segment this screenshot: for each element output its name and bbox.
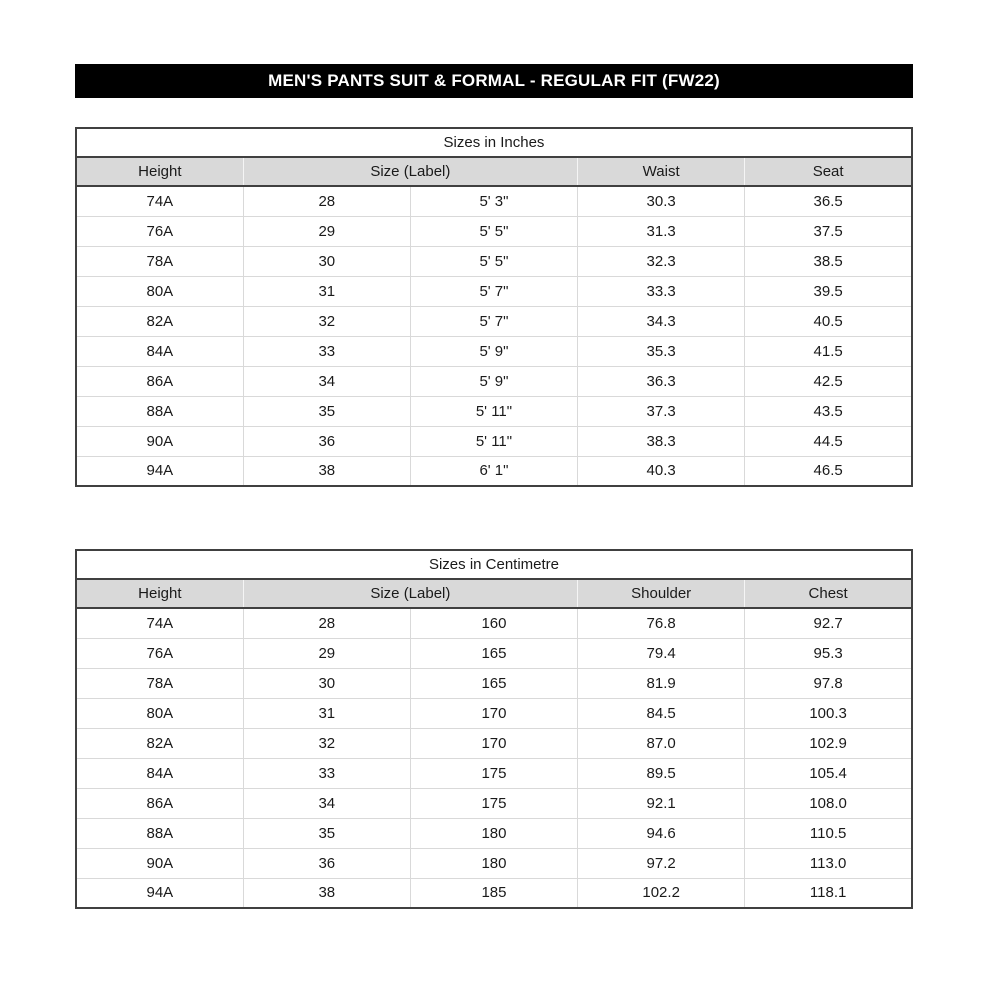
table-cell: 100.3 (745, 698, 912, 728)
table-row (76, 396, 912, 426)
table-cell: 185 (410, 878, 577, 908)
table-cell: 28 (243, 186, 410, 216)
table-cell: 31 (243, 276, 410, 306)
column-header: Waist (578, 157, 745, 186)
table-cell: 97.8 (745, 668, 912, 698)
table-cell: 170 (410, 728, 577, 758)
table-cell: 84A (76, 758, 243, 788)
chart-title-banner (75, 64, 913, 98)
table-cell: 180 (410, 818, 577, 848)
table-row (76, 246, 912, 276)
table-row (76, 638, 912, 668)
table-cell: 36 (243, 426, 410, 456)
table-cell: 30 (243, 246, 410, 276)
table-cell: 38 (243, 456, 410, 486)
column-header: Shoulder (578, 579, 745, 608)
table-cell: 36.3 (578, 366, 745, 396)
table-cell: 42.5 (745, 366, 912, 396)
table-cell: 6' 1" (410, 456, 577, 486)
table-cell: 44.5 (745, 426, 912, 456)
table-cell: 89.5 (578, 758, 745, 788)
table-cell: 5' 3" (410, 186, 577, 216)
table-cell: 81.9 (578, 668, 745, 698)
table-cell: 105.4 (745, 758, 912, 788)
table-cell: 36 (243, 848, 410, 878)
table-row (76, 878, 912, 908)
table-cell: 40.5 (745, 306, 912, 336)
table-cell: 32 (243, 728, 410, 758)
column-header: Height (76, 157, 243, 186)
table-cell: 29 (243, 216, 410, 246)
table-row (76, 276, 912, 306)
table-row (76, 698, 912, 728)
table-cell: 37.5 (745, 216, 912, 246)
table-cell: 113.0 (745, 848, 912, 878)
table-cell: 84.5 (578, 698, 745, 728)
table-cell: 94A (76, 878, 243, 908)
table-cell: 32.3 (578, 246, 745, 276)
table-cell: 5' 11" (410, 396, 577, 426)
table-cell: 34 (243, 366, 410, 396)
table-cell: 74A (76, 186, 243, 216)
table-cell: 34 (243, 788, 410, 818)
table-row (76, 818, 912, 848)
table-cell: 88A (76, 396, 243, 426)
table-cell: 5' 5" (410, 216, 577, 246)
table-cell: 39.5 (745, 276, 912, 306)
table-title-row (76, 128, 912, 157)
table-cell: 74A (76, 608, 243, 638)
table-cell: 5' 7" (410, 306, 577, 336)
table-cell: 95.3 (745, 638, 912, 668)
table-cell: 35 (243, 396, 410, 426)
table-cell: 165 (410, 668, 577, 698)
table-cell: 90A (76, 848, 243, 878)
table-cell: 46.5 (745, 456, 912, 486)
column-header: Size (Label) (243, 157, 577, 186)
table-cell: 28 (243, 608, 410, 638)
table-cell: 29 (243, 638, 410, 668)
table-cell: 5' 7" (410, 276, 577, 306)
table-cell: 76A (76, 216, 243, 246)
table-cell: 94.6 (578, 818, 745, 848)
table-cell: 175 (410, 758, 577, 788)
table-cell: 33.3 (578, 276, 745, 306)
table-cell: 82A (76, 306, 243, 336)
table-cell: 79.4 (578, 638, 745, 668)
table-cell: 34.3 (578, 306, 745, 336)
table-row (76, 306, 912, 336)
table-cell: 43.5 (745, 396, 912, 426)
table-row (76, 728, 912, 758)
table-cell: 5' 11" (410, 426, 577, 456)
table-cell: 170 (410, 698, 577, 728)
table-title: Sizes in Centimetre (76, 550, 912, 579)
table-cell: 31.3 (578, 216, 745, 246)
table-row (76, 848, 912, 878)
table-cell: 165 (410, 638, 577, 668)
table-cell: 102.2 (578, 878, 745, 908)
column-header: Chest (745, 579, 912, 608)
table-row (76, 366, 912, 396)
table-cell: 88A (76, 818, 243, 848)
table-header-row (76, 157, 912, 186)
table-cell: 35 (243, 818, 410, 848)
page-title: MEN'S PANTS SUIT & FORMAL - REGULAR FIT (FW22) (268, 71, 720, 90)
table-cell: 38 (243, 878, 410, 908)
table-cell: 41.5 (745, 336, 912, 366)
table-cell: 35.3 (578, 336, 745, 366)
table-cell: 5' 5" (410, 246, 577, 276)
column-header: Seat (745, 157, 912, 186)
table-cell: 86A (76, 366, 243, 396)
table-title-row (76, 550, 912, 579)
table-cell: 33 (243, 336, 410, 366)
table-cell: 97.2 (578, 848, 745, 878)
table-cell: 78A (76, 668, 243, 698)
table-cell: 33 (243, 758, 410, 788)
table-cell: 76.8 (578, 608, 745, 638)
table-cell: 36.5 (745, 186, 912, 216)
table-cell: 108.0 (745, 788, 912, 818)
table-cell: 92.7 (745, 608, 912, 638)
table-cell: 5' 9" (410, 366, 577, 396)
table-row (76, 426, 912, 456)
table-header-row (76, 579, 912, 608)
table-cell: 32 (243, 306, 410, 336)
table-cell: 78A (76, 246, 243, 276)
table-title: Sizes in Inches (76, 128, 912, 157)
sizes-in-inches-table (75, 127, 913, 487)
table-cell: 31 (243, 698, 410, 728)
table-row (76, 758, 912, 788)
table-cell: 38.3 (578, 426, 745, 456)
table-cell: 30.3 (578, 186, 745, 216)
table-cell: 5' 9" (410, 336, 577, 366)
table-cell: 38.5 (745, 246, 912, 276)
table-cell: 94A (76, 456, 243, 486)
table-row (76, 216, 912, 246)
table-cell: 180 (410, 848, 577, 878)
table-cell: 110.5 (745, 818, 912, 848)
table-row (76, 186, 912, 216)
table-cell: 80A (76, 276, 243, 306)
sizes-in-centimetre-table (75, 549, 913, 909)
table-cell: 76A (76, 638, 243, 668)
table-row (76, 456, 912, 486)
table-row (76, 608, 912, 638)
column-header: Size (Label) (243, 579, 577, 608)
table-cell: 90A (76, 426, 243, 456)
table-row (76, 788, 912, 818)
table-row (76, 668, 912, 698)
table-cell: 30 (243, 668, 410, 698)
table-cell: 86A (76, 788, 243, 818)
table-cell: 82A (76, 728, 243, 758)
table-cell: 80A (76, 698, 243, 728)
table-cell: 92.1 (578, 788, 745, 818)
table-cell: 102.9 (745, 728, 912, 758)
table-cell: 37.3 (578, 396, 745, 426)
table-cell: 87.0 (578, 728, 745, 758)
table-cell: 84A (76, 336, 243, 366)
column-header: Height (76, 579, 243, 608)
table-cell: 160 (410, 608, 577, 638)
table-cell: 40.3 (578, 456, 745, 486)
table-row (76, 336, 912, 366)
table-cell: 175 (410, 788, 577, 818)
table-cell: 118.1 (745, 878, 912, 908)
